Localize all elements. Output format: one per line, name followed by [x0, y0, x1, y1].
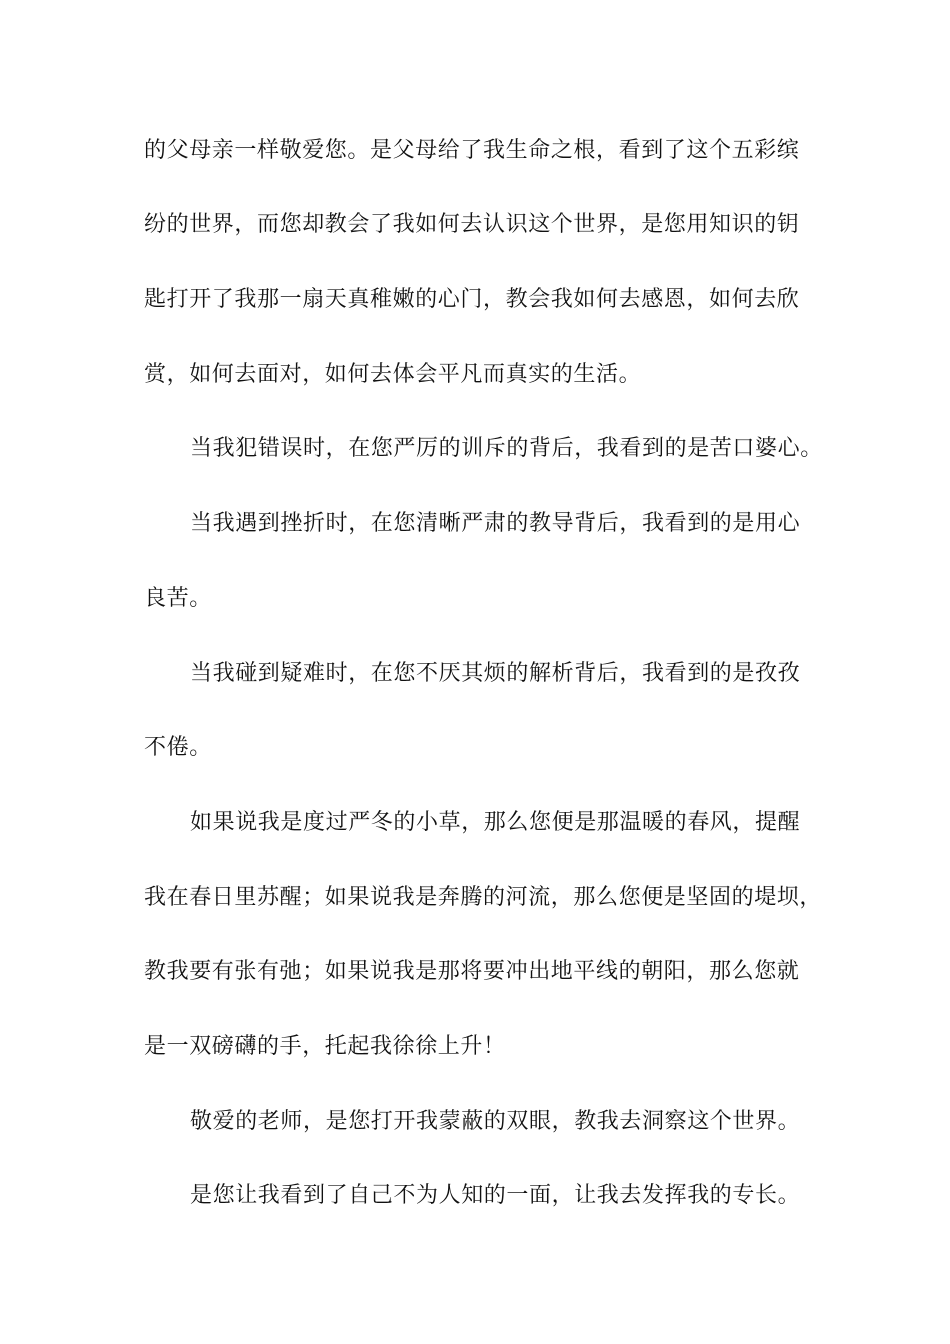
text-line: 赏，如何去面对，如何去体会平凡而真实的生活。	[144, 362, 642, 387]
text-line: 不倦。	[144, 735, 212, 760]
text-line: 当我碰到疑难时，在您不厌其烦的解析背后，我看到的是孜孜	[190, 661, 801, 686]
text-line: 匙打开了我那一扇天真稚嫩的心门，教会我如何去感恩，如何去欣	[144, 287, 800, 312]
text-line: 纷的世界，而您却教会了我如何去认识这个世界，是您用知识的钥	[144, 212, 800, 237]
text-line: 当我遇到挫折时，在您清晰严肃的教导背后，我看到的是用心	[190, 511, 801, 536]
text-line: 如果说我是度过严冬的小草，那么您便是那温暖的春风，提醒	[190, 810, 801, 835]
text-line: 是您让我看到了自己不为人知的一面，让我去发挥我的专长。	[190, 1183, 801, 1208]
text-line: 良苦。	[144, 586, 212, 611]
text-line: 当我犯错误时，在您严厉的训斥的背后，我看到的是苦口婆心。	[190, 436, 823, 461]
text-line: 我在春日里苏醒；如果说我是奔腾的河流，那么您便是坚固的堤坝，	[144, 885, 823, 910]
text-line: 敬爱的老师，是您打开我蒙蔽的双眼，教我去洞察这个世界。	[190, 1109, 801, 1134]
text-line: 的父母亲一样敬爱您。是父母给了我生命之根，看到了这个五彩缤	[144, 138, 800, 163]
text-line: 是一双磅礴的手，托起我徐徐上升！	[144, 1034, 506, 1059]
text-line: 教我要有张有弛；如果说我是那将要冲出地平线的朝阳，那么您就	[144, 959, 800, 984]
